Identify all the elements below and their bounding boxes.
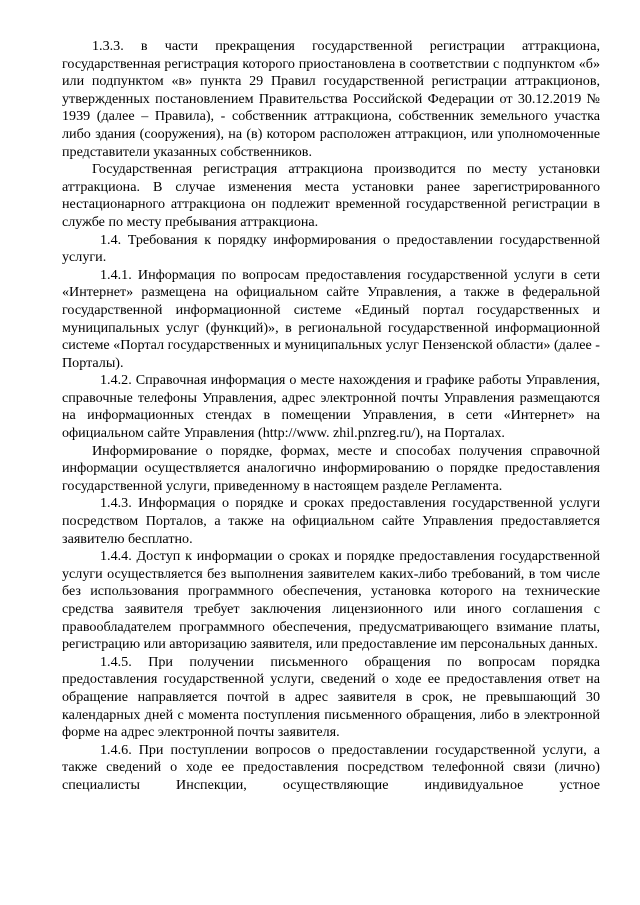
paragraph-1-4-1: 1.4.1. Информация по вопросам предоставления государственной услуги в сети «Интернет» размещена на официальном сайте Управления, а также в федеральной государственной информационной системе «Единый портал государственных и муниципальных услуг (функций)», в региональной государственной информационной системе «Портал государственных и муниципальных услуг Пензенской области» (далее - Порталы). bbox=[62, 266, 600, 371]
document-page bbox=[62, 38, 600, 795]
paragraph-registration-place: Государственная регистрация аттракциона производится по месту установки аттракциона. В случае изменения места установки ранее зарегистрированного нестационарного аттракциона он подлежит временной государственной регистрации в службе по месту пребывания аттракциона. bbox=[62, 161, 600, 230]
paragraph-1-4-6: 1.4.6. При поступлении вопросов о предоставлении государственной услуги, а также сведений о ходе ее предоставления посредством телефонной связи (лично) специалисты Инспекции, осуществляющие индивидуальное устное bbox=[62, 741, 600, 793]
paragraph-1-4-5: 1.4.5. При получении письменного обращения по вопросам порядка предоставления государственной услуги, сведений о ходе ее предоставления ответ на обращение направляется почтой в адрес заявителя в срок, не превышающий 30 календарных дней с момента поступления письменного обращения, либо в электронной форме на адрес электронной почты заявителя. bbox=[62, 653, 600, 741]
paragraph-informing: Информирование о порядке, формах, месте и способах получения справочной информации осуществляется аналогично информированию о порядке предоставления государственной услуги, приведенному в настоящем разделе Регламента. bbox=[62, 442, 600, 494]
paragraph-1-3-3: 1.3.3. в части прекращения государственной регистрации аттракциона, государственная регистрация которого приостановлена в соответствии с подпунктом «б» или подпунктом «в» пункта 29 Правил государственной регистрации аттракционов, утвержденных постановлением Правительства Российской Федерации от 30.12.2019 № 1939 (далее – Правила), - собственник аттракциона, собственник земельного участка либо здания (сооружения), на (в) котором расположен аттракцион, или уполномоченные представители указанных собственников. bbox=[62, 38, 600, 160]
paragraph-1-4-3: 1.4.3. Информация о порядке и сроках предоставления государственной услуги посредством Порталов, а также на официальном сайте Управления предоставляется заявителю бесплатно. bbox=[62, 495, 600, 547]
paragraph-1-4-2: 1.4.2. Справочная информация о месте нахождения и графике работы Управления, справочные телефоны Управления, адрес электронной почты Управления размещаются на информационных стендах в помещении Управления, в сети «Интернет» на официальном сайте Управления (http://www. zhil.pnzreg.ru/), на Порталах. bbox=[62, 372, 600, 442]
paragraph-1-4-4: 1.4.4. Доступ к информации о сроках и порядке предоставления государственной услуги осуществляется без выполнения заявителем каких-либо требований, в том числе без использования программного обеспечения, установка которого на технические средства заявителя требует заключения лицензионного или иного соглашения с правообладателем программного обеспечения, предусматривающего взимание платы, регистрацию или авторизацию заявителя, или предоставление им персональных данных. bbox=[62, 548, 600, 653]
paragraph-1-4: 1.4. Требования к порядку информирования о предоставлении государственной услуги. bbox=[62, 231, 600, 266]
